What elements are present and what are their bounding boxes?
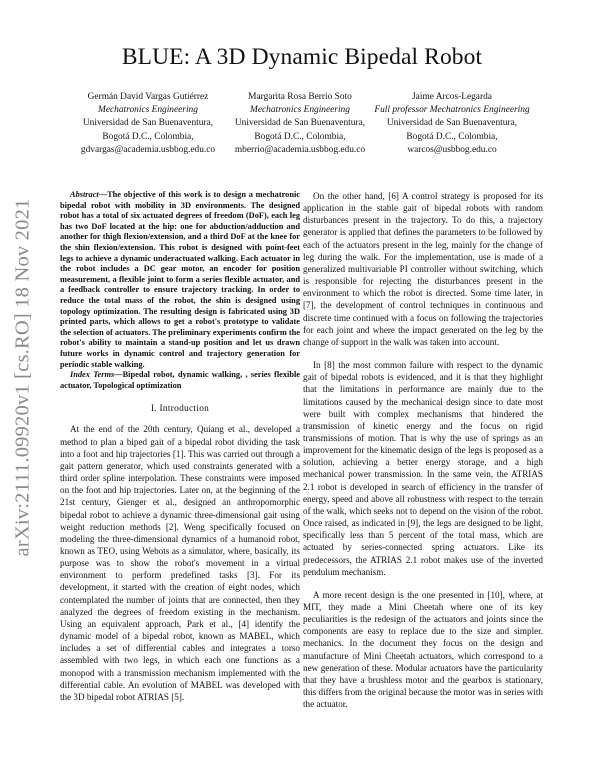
body-paragraph: On the other hand, [6] A control strategy is proposed for its application in the stable gait of bipedal robots with random disturbances present in the trajectory. To do this, a trajectory generator is applied that defines the parameters to be followed by each of the actuators present in the leg, mainly for the change of leg during the walk. For the implementation, use is made of a generalized multivariable PI controller without switching, which is responsible for rejecting the disturbances present in the environment to which the robot is directed. Some time later, in [7], the development of control techniques in continuous and discrete time continued with a focus on following the trajectories for each joint and where the impact generated on the leg by the change of support in the walk was taken into account. xyxy=(303,191,543,347)
author-affiliation: Full professor Mechatronics Engineering xyxy=(374,105,530,116)
author-email: gdvargas@academia.usbbog.edu.co xyxy=(80,144,216,155)
author-university: Universidad de San Buenaventura, xyxy=(234,118,366,129)
author-email: warcos@usbbog.edu.co xyxy=(407,144,497,155)
body-paragraph: A more recent design is the one presented in [10], where, at MIT, they made a Mini Cheetah where one of its key peculiarities is the redesign of the actuators and joints since the components are easy to replace due to the size and simpler. mechanics. In the document they focus on the design and manufacture of Mini Cheetah actuators, which correspond to a new generation of these. Modular actuators have the particularity that they have a brushless motor and the gearbox is stationary, this differs from the original because the motor was in series with the actuator. xyxy=(303,589,543,710)
body-paragraph: In [8] the most common failure with respect to the dynamic gait of bipedal robots is evidenced, and it is that they highlight that the limitations in performance are mainly due to the limitations caused by the mechanical design since to date most were built with complex mechanisms that hindered the transmission of kinetic energy and the focus on rigid transmissions of motion. That is why the use of springs as an improvement for the kinematic design of the legs is proposed as a solution, achieving a better energy storage, and a high mechanical power transmission. In the same vein, the ATRIAS 2.1 robot is developed in search of efficiency in the transfer of energy, speed and above all robustness with respect to the terrain of the walk, which seeks not to depend on the vision of the robot. Once raised, as indicated in [9], the legs are designed to be light, specifically less than 5 percent of the total mass, which are actuated by series-connected spring actuators. Like its predecessors, the ATRIAS 2.1 robot makes use of the inverted pendulum mechanism. xyxy=(303,360,543,577)
index-terms xyxy=(60,370,300,391)
author-affiliation: Mechatronics Engineering xyxy=(250,105,350,116)
abstract-text: —The objective of this work is to design a mechatronic bipedal robot with mobility in 3D environments. The designed robot has a total of six actuated degrees of freedom (DoF), each leg has two DoF located at the hip: one for abduction/adduction and another for thigh flexion/extension, and a third DoF at the knee for the shin flexion/extension. This robot is designed with point-feet legs to achieve a dynamic underactuated walking. Each actuator in the robot includes a DC gear motor, an encoder for position measurement, a flexible joint to form a series flexible actuator, and a feedback controller to ensure trajectory tracking. In order to reduce the total mass of the robot, the shin is designed using topology optimization. The resulting design is fabricated using 3D printed parts, which allows to get a robot's prototype to validate the selection of actuators. The preliminary experiments confirm the robot's ability to maintain a stand-up position and let us drawn future works in dynamic control and trajectory generation for periodic stable walking. xyxy=(60,190,300,369)
paragraph-gap xyxy=(303,348,543,359)
author-name: Germán David Vargas Gutiérrez xyxy=(87,92,209,102)
abstract xyxy=(60,190,300,370)
index-terms-label: Index Terms xyxy=(70,370,115,380)
paragraph-gap xyxy=(303,578,543,589)
author-block-1 xyxy=(68,91,228,157)
author-city: Bogotá D.C., Colombia, xyxy=(102,131,194,142)
author-name: Margarita Rosa Berrio Soto xyxy=(248,92,352,102)
right-column xyxy=(303,190,543,710)
section-heading-introduction: I. Introduction xyxy=(150,404,210,415)
index-terms-text: —Bipedal robot, dynamic walking, , series flexible actuator, Topological optimization xyxy=(60,370,300,390)
paper-title: BLUE: A 3D Dynamic Bipedal Robot xyxy=(121,44,483,70)
author-email: mberrio@academia.usbbog.edu.co xyxy=(234,144,366,155)
arxiv-identifier-text: arXiv:2111.09920v1 [cs.RO] 18 Nov 2021 xyxy=(11,198,34,556)
abstract-label: Abstract xyxy=(70,190,99,199)
author-university: Universidad de San Buenaventura, xyxy=(82,118,214,129)
author-name: Jaime Arcos-Legarda xyxy=(412,92,492,102)
author-affiliation: Mechatronics Engineering xyxy=(98,105,198,116)
author-city: Bogotá D.C., Colombia, xyxy=(406,131,498,142)
arxiv-identifier-stamp xyxy=(4,198,42,556)
author-university: Universidad de San Buenaventura, xyxy=(386,118,518,129)
author-block-3 xyxy=(362,91,542,157)
left-column xyxy=(60,190,300,703)
body-paragraph: At the end of the 20th century, Quiang et al., developed a method to plan a biped gait of a bipedal robot dividing the task into a foot and hip trajectories [1]. This was carried out through a gait pattern generator, which used constraints generated with a third order spline interpolation. These constraints were imposed on the foot and hip trajectories. Later on, at the beginning of the 21st century, Gienger et al., designed an anthropomorphic bipedal robot to achieve a dynamic three-dimensional gait using weight reduction methods [2]. Weng specifically focused on modeling the three-dimensional dynamics of a humanoid robot, known as TEO, using Webots as a simulator, where, basically, its purpose was to show the robot's movement in a virtual environment to perform predefined tasks [3]. For its development, it started with the creation of eight nodes, which contemplated the number of joints that are connected, then they analyzed the degrees of freedom existing in the mechanism. Using an equivalent approach, Park et al., [4] identify the dynamic model of a bipedal robot, known as MABEL, which includes a set of differential cables and integrates a torso assembled with two legs, in which each one functions as a monopod with a transmission mechanism implemented with the differential cable. An evolution of MABEL was developed with the 3D bipedal robot ATRIAS [5]. xyxy=(60,424,300,702)
author-city: Bogotá D.C., Colombia, xyxy=(254,131,346,142)
